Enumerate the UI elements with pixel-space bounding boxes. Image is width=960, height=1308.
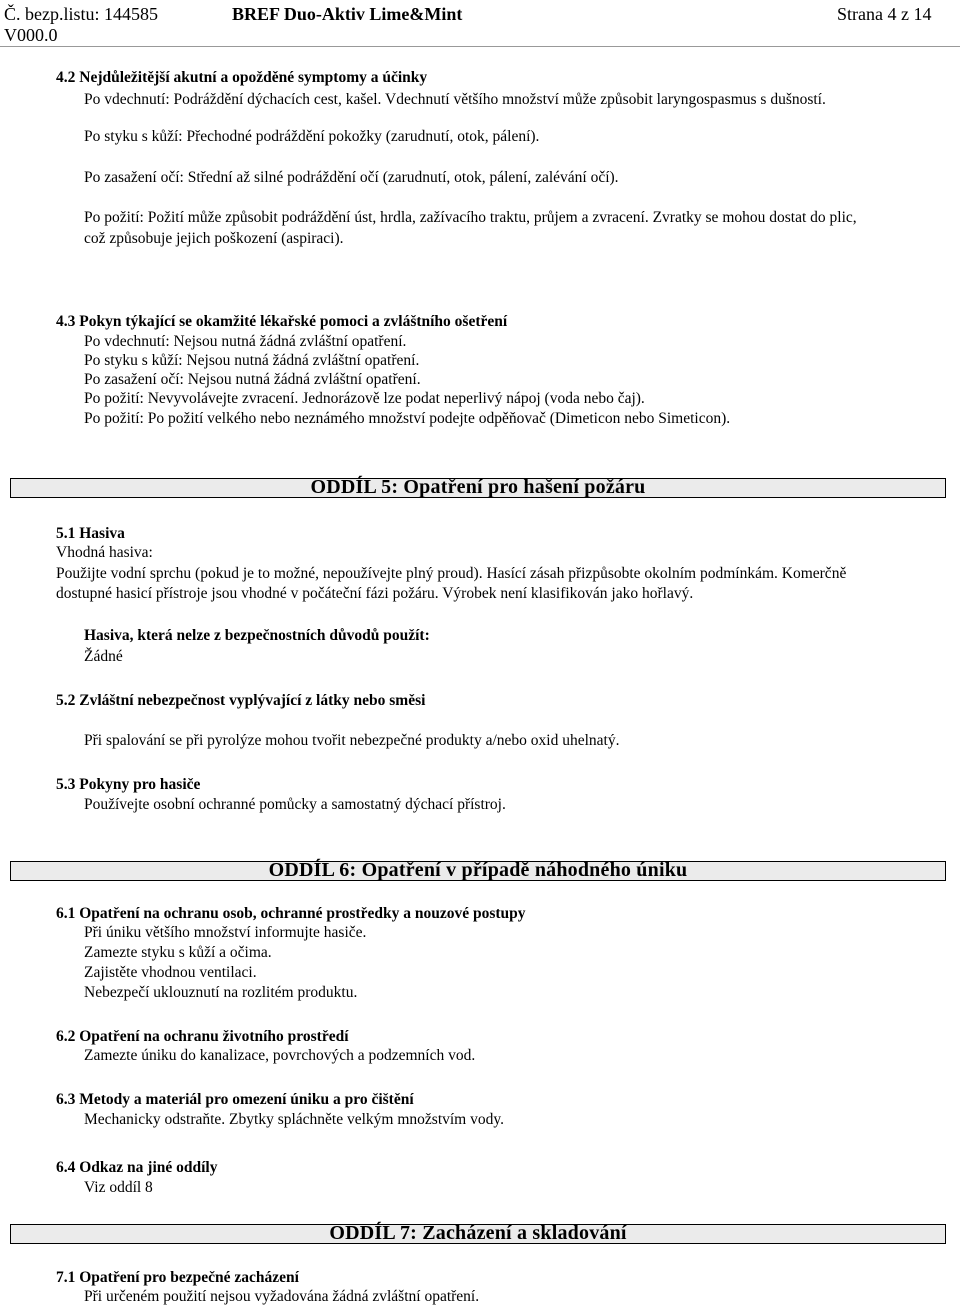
heading-5-3: 5.3 Pokyny pro hasiče bbox=[56, 776, 201, 793]
cleanup-method: Mechanicky odstraňte. Zbytky spláchněte velkým množstvím vody. bbox=[84, 1111, 504, 1128]
measure-avoid-contact: Zamezte styku s kůží a očima. bbox=[84, 944, 272, 961]
sheet-number: Č. bezp.listu: 144585 bbox=[4, 4, 158, 24]
aid-skin: Po styku s kůží: Nejsou nutná žádná zvláštní opatření. bbox=[84, 352, 420, 369]
symptom-ingestion-line1: Po požití: Požití může způsobit podráždění úst, hrdla, zažívacího traktu, průjem a zvracení. Zvratky se mohou dostat do plic, bbox=[84, 209, 857, 226]
suitable-media-label: Vhodná hasiva: bbox=[56, 544, 153, 561]
heading-6-3: 6.3 Metody a materiál pro omezení úniku a pro čištění bbox=[56, 1091, 414, 1108]
safe-handling-text: Při určeném použití nejsou vyžadována žádná zvláštní opatření. bbox=[84, 1288, 480, 1305]
unsuitable-media-value: Žádné bbox=[84, 648, 123, 665]
symptom-inhalation: Po vdechnutí: Podráždění dýchacích cest, kašel. Vdechnutí většího množství může způsobit laryngospasmus s dušností. bbox=[84, 91, 826, 108]
suitable-media-line1: Použijte vodní sprchu (pokud je to možné, nepoužívejte plný proud). Hasící zásah přizpůsobte okolním podmínkám. Komerčně bbox=[56, 565, 847, 582]
aid-eyes: Po zasažení očí: Nejsou nutná žádná zvláštní opatření. bbox=[84, 371, 421, 388]
reference-other-sections: Viz oddíl 8 bbox=[84, 1179, 153, 1196]
section-6-title: ODDÍL 6: Opatření v případě náhodného úniku bbox=[268, 859, 688, 881]
measure-inform-firefighters: Při úniku většího množství informujte hasiče. bbox=[84, 924, 367, 941]
section-5-title: ODDÍL 5: Opatření pro hašení požáru bbox=[310, 476, 646, 498]
heading-4-3: 4.3 Pokyn týkající se okamžité lékařské pomoci a zvláštního ošetření bbox=[56, 313, 508, 330]
page-number: Strana 4 z 14 bbox=[837, 4, 932, 24]
combustion-hazard-text: Při spalování se při pyrolýze mohou tvořit nebezpečné produkty a/nebo oxid uhelnatý. bbox=[84, 732, 620, 749]
symptom-eyes: Po zasažení očí: Střední až silné podráždění očí (zarudnutí, otok, pálení, zalévání očí). bbox=[84, 169, 619, 186]
heading-6-1: 6.1 Opatření na ochranu osob, ochranné prostředky a nouzové postupy bbox=[56, 905, 526, 922]
environmental-precaution: Zamezte úniku do kanalizace, povrchových a podzemních vod. bbox=[84, 1047, 476, 1064]
suitable-media-line2: dostupné hasicí přístroje jsou vhodné v počáteční fázi požáru. Výrobek není klasifikován jako hořlavý. bbox=[56, 585, 694, 602]
aid-ingestion-1: Po požití: Nevyvolávejte zvracení. Jednorázově lze podat neperlivý nápoj (voda nebo čaj). bbox=[84, 390, 645, 407]
section-7-title: ODDÍL 7: Zacházení a skladování bbox=[329, 1222, 627, 1244]
heading-4-2: 4.2 Nejdůležitější akutní a opožděné symptomy a účinky bbox=[56, 69, 428, 86]
heading-6-4: 6.4 Odkaz na jiné oddíly bbox=[56, 1159, 218, 1176]
version-label: V000.0 bbox=[4, 25, 58, 45]
unsuitable-media-label: Hasiva, která nelze z bezpečnostních důvodů použít: bbox=[84, 627, 430, 644]
aid-ingestion-2: Po požití: Po požití velkého nebo neznámého množství podejte odpěňovač (Dimeticon nebo Simeticon). bbox=[84, 410, 731, 427]
measure-ventilation: Zajistěte vhodnou ventilaci. bbox=[84, 964, 257, 981]
heading-6-2: 6.2 Opatření na ochranu životního prostředí bbox=[56, 1028, 349, 1045]
header-divider bbox=[0, 46, 960, 47]
heading-7-1: 7.1 Opatření pro bezpečné zacházení bbox=[56, 1269, 299, 1286]
measure-slip-hazard: Nebezpečí uklouznutí na rozlitém produktu. bbox=[84, 984, 358, 1001]
aid-inhalation: Po vdechnutí: Nejsou nutná žádná zvláštní opatření. bbox=[84, 333, 407, 350]
symptom-skin: Po styku s kůží: Přechodné podráždění pokožky (zarudnutí, otok, pálení). bbox=[84, 128, 540, 145]
product-name: BREF Duo-Aktiv Lime&Mint bbox=[232, 4, 463, 24]
heading-5-1: 5.1 Hasiva bbox=[56, 525, 125, 542]
firefighter-advice: Používejte osobní ochranné pomůcky a samostatný dýchací přístroj. bbox=[84, 796, 506, 813]
symptom-ingestion-line2: což způsobuje jejich poškození (aspiraci). bbox=[84, 230, 344, 247]
heading-5-2: 5.2 Zvláštní nebezpečnost vyplývající z látky nebo směsi bbox=[56, 692, 426, 709]
